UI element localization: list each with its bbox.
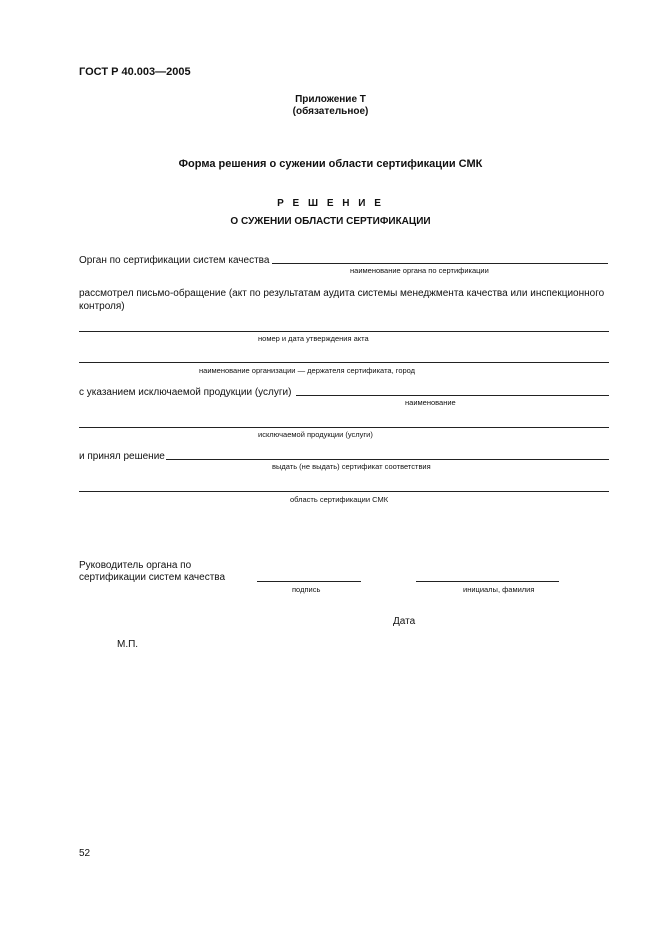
excluded-field-line[interactable] xyxy=(296,395,609,396)
scope-hint: область сертификации СМК xyxy=(290,495,389,504)
organ-hint: наименование органа по сертификации xyxy=(350,266,489,275)
stamp-label: М.П. xyxy=(117,639,139,650)
excluded-hint: наименование xyxy=(405,398,456,407)
decision-hint: выдать (не выдать) сертификат соответствия xyxy=(272,462,431,471)
signature-hint: подпись xyxy=(292,585,321,594)
act-field-line[interactable] xyxy=(79,331,609,332)
reviewed-text-line1: рассмотрел письмо-обращение (акт по результатам аудита системы менеджмента качества или инспекционного xyxy=(79,288,605,299)
head-label-line1: Руководитель органа по xyxy=(79,560,192,571)
date-label: Дата xyxy=(393,616,416,627)
form-title: Форма решения о сужении области сертификации СМК xyxy=(178,158,483,170)
name-field-line[interactable] xyxy=(416,581,559,582)
excluded-label: с указанием исключаемой продукции (услуги) xyxy=(79,387,292,398)
organ-label: Орган по сертификации систем качества xyxy=(79,255,270,266)
appendix-note: (обязательное) xyxy=(292,106,369,117)
organ-field-line[interactable] xyxy=(272,263,608,264)
signature-field-line[interactable] xyxy=(257,581,361,582)
head-label-line2: сертификации систем качества xyxy=(79,572,226,583)
organization-hint: наименование организации — держателя сертификата, город xyxy=(199,366,416,375)
act-hint: номер и дата утверждения акта xyxy=(258,334,369,343)
name-hint: инициалы, фамилия xyxy=(463,585,535,594)
page-number: 52 xyxy=(79,848,91,859)
decision-title: Р Е Ш Е Н И Е xyxy=(277,198,384,209)
document-header: ГОСТ Р 40.003—2005 xyxy=(79,66,191,78)
decision-label: и принял решение xyxy=(79,451,165,462)
excluded-field-line-2[interactable] xyxy=(79,427,609,428)
appendix-title: Приложение Т xyxy=(295,94,366,105)
reviewed-text-line2: контроля) xyxy=(79,301,125,312)
organization-field-line[interactable] xyxy=(79,362,609,363)
decision-field-line[interactable] xyxy=(166,459,609,460)
excluded-hint-2: исключаемой продукции (услуги) xyxy=(258,430,373,439)
scope-field-line[interactable] xyxy=(79,491,609,492)
decision-subtitle: О СУЖЕНИИ ОБЛАСТИ СЕРТИФИКАЦИИ xyxy=(230,216,431,227)
